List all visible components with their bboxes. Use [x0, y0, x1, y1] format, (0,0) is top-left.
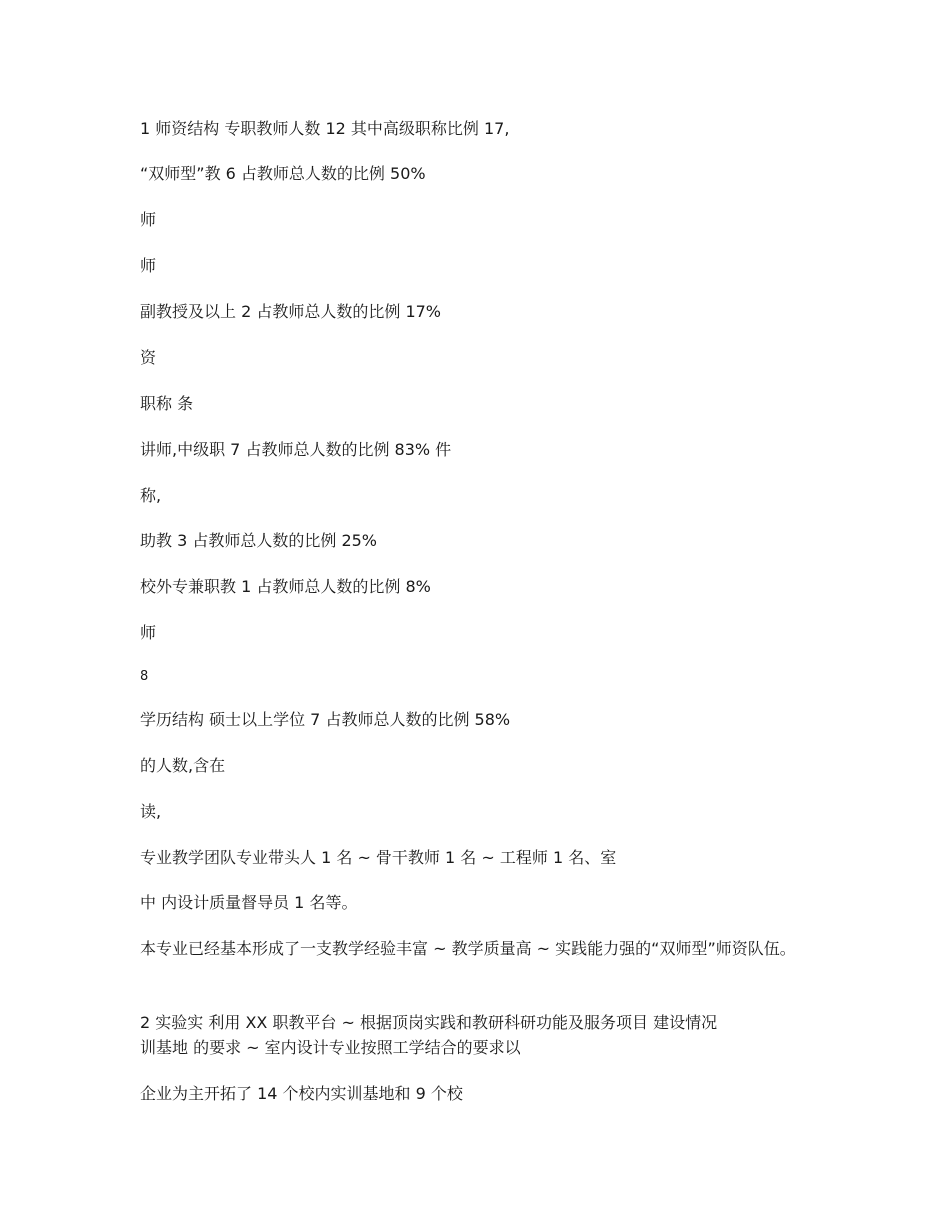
text-line: 讲师,中级职 7 占教师总人数的比例 83% 件: [140, 440, 452, 459]
text-line: 读,: [140, 802, 162, 821]
text-line: 师: [140, 623, 157, 642]
text-line: 资: [140, 348, 157, 367]
text-line: 学历结构 硕士以上学位 7 占教师总人数的比例 58%: [140, 710, 511, 729]
text-line: 的人数,含在: [140, 756, 226, 775]
text-line: 2 实验实 利用 XX 职教平台 ~ 根据顶岗实践和教研科研功能及服务项目 建设情况: [140, 1013, 718, 1032]
text-line: 1 师资结构 专职教师人数 12 其中高级职称比例 17,: [140, 119, 510, 138]
text-line: 副教授及以上 2 占教师总人数的比例 17%: [140, 302, 442, 321]
text-line: “双师型”教 6 占教师总人数的比例 50%: [140, 164, 426, 183]
text-line: 训基地 的要求 ~ 室内设计专业按照工学结合的要求以: [140, 1038, 521, 1057]
text-line: 助教 3 占教师总人数的比例 25%: [140, 531, 378, 550]
text-line: 职称 条: [140, 394, 194, 413]
text-line: 师: [140, 210, 157, 229]
text-line: 称,: [140, 486, 162, 505]
text-line: 企业为主开拓了 14 个校内实训基地和 9 个校: [140, 1084, 463, 1103]
text-line: 专业教学团队专业带头人 1 名 ~ 骨干教师 1 名 ~ 工程师 1 名、室: [140, 848, 617, 867]
text-line: 校外专兼职教 1 占教师总人数的比例 8%: [140, 577, 431, 596]
text-line: 中 内设计质量督导员 1 名等。: [140, 893, 358, 912]
text-line: 师: [140, 256, 157, 275]
page-number-fragment: 8: [140, 669, 149, 684]
text-paragraph: 本专业已经基本形成了一支教学经验丰富 ~ 教学质量高 ~ 实践能力强的“双师型”师资队伍。: [140, 939, 796, 958]
